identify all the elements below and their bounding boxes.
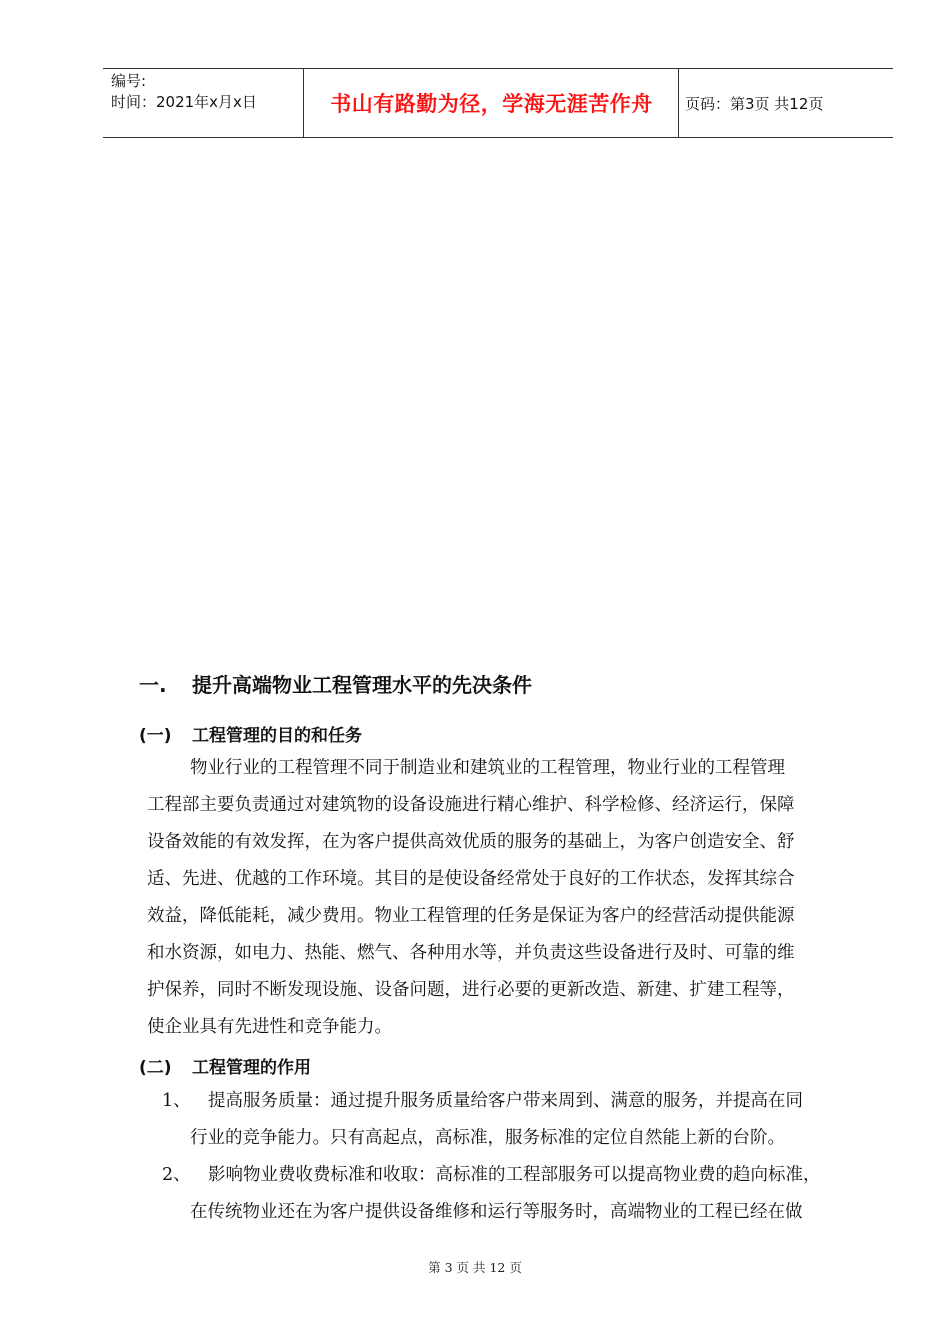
paragraph-line: 设备效能的有效发挥，在为客户提供高效优质的服务的基础上，为客户创造安全、舒 — [147, 832, 795, 852]
paragraph-line: 适、先进、优越的工作环境。其目的是使设备经常处于良好的工作状态，发挥其综合 — [147, 869, 795, 889]
list-item-text: 行业的竞争能力。只有高起点，高标准，服务标准的定位自然能上新的台阶。 — [190, 1128, 785, 1148]
paragraph-line: 物业行业的工程管理不同于制造业和建筑业的工程管理，物业行业的工程管理 — [190, 758, 785, 778]
list-item-text: 影响物业费收费标准和收取：高标准的工程部服务可以提高物业费的趋向标准， — [208, 1165, 821, 1185]
paragraph-line: 护保养，同时不断发现设施、设备问题，进行必要的更新改造、新建、扩建工程等， — [147, 980, 795, 1000]
subsection-number: (二) — [139, 1057, 172, 1078]
header-page-info: 页码：第3页 共12页 — [685, 94, 824, 113]
header-divider — [678, 69, 679, 137]
header-motto: 书山有路勤为径，学海无涯苦作舟 — [330, 92, 653, 116]
header-meta — [111, 71, 257, 113]
page-footer: 第 3 页 共 12 页 — [428, 1260, 522, 1275]
paragraph-line: 使企业具有先进性和竞争能力。 — [147, 1017, 392, 1037]
header-divider — [303, 69, 304, 137]
list-item-number: 1、 — [162, 1091, 191, 1111]
page-header — [103, 68, 893, 138]
number-label: 编号: — [111, 72, 147, 90]
paragraph-line: 和水资源，如电力、热能、燃气、各种用水等，并负责这些设备进行及时、可靠的维 — [147, 943, 795, 963]
paragraph-line: 效益，降低能耗，减少费用。物业工程管理的任务是保证为客户的经营活动提供能源 — [147, 906, 795, 926]
subsection-number: (一) — [139, 725, 172, 746]
paragraph-line: 工程部主要负责通过对建筑物的设备设施进行精心维护、科学检修、经济运行，保障 — [147, 795, 795, 815]
section-title: 提升高端物业工程管理水平的先决条件 — [192, 672, 532, 697]
date-label: 时间：2021年x月x日 — [111, 93, 257, 111]
list-item-text: 在传统物业还在为客户提供设备维修和运行等服务时，高端物业的工程已经在做 — [190, 1202, 803, 1222]
list-item-text: 提高服务质量：通过提升服务质量给客户带来周到、满意的服务，并提高在同 — [208, 1091, 803, 1111]
section-number: 一. — [139, 672, 167, 697]
subsection-title: 工程管理的作用 — [192, 1057, 311, 1078]
list-item-number: 2、 — [162, 1165, 191, 1185]
subsection-title: 工程管理的目的和任务 — [192, 725, 362, 746]
